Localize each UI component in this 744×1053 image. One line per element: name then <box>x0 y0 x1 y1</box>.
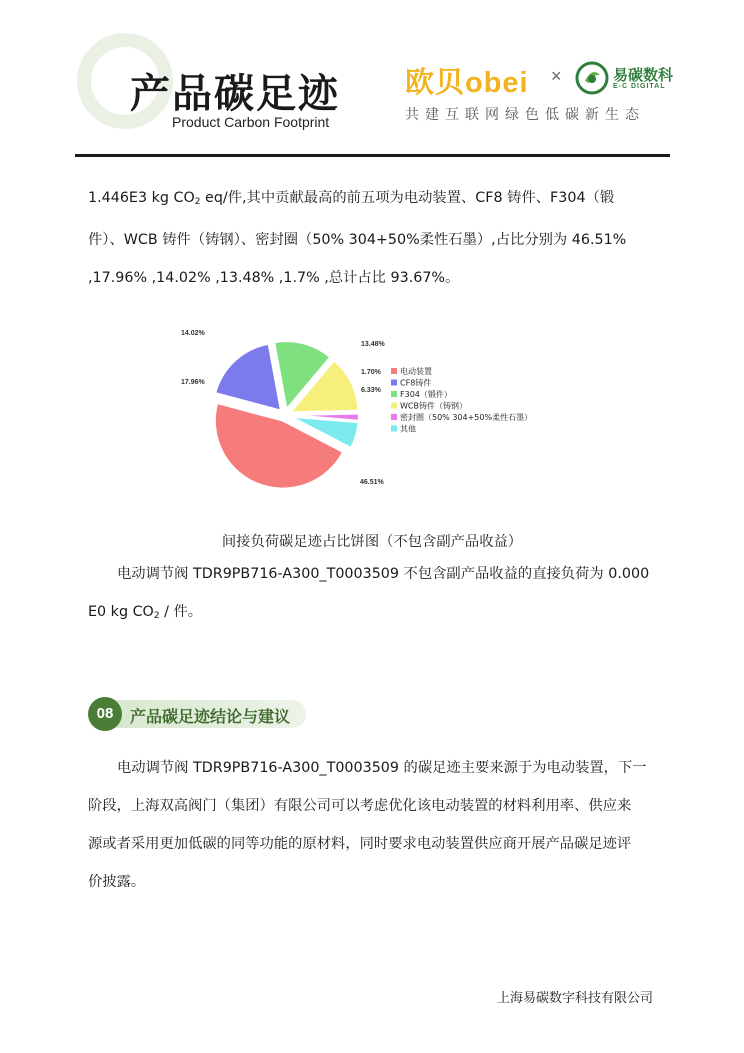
legend-label: WCB铸件（铸钢） <box>400 401 467 411</box>
pie-value-label: 1.70% <box>361 369 381 376</box>
conclusion-line-1: 电动调节阀 TDR9PB716-A300_T0003509 的碳足迹主要来源于为电动装置，下一 <box>117 760 647 776</box>
conclusion-paragraph <box>88 749 658 901</box>
direct-line-2a: E0 kg CO <box>88 604 154 620</box>
ec-digital-logo-en: E-C DIGITAL <box>613 83 666 90</box>
logo-separator: × <box>551 66 562 86</box>
legend-swatch <box>391 380 397 386</box>
legend-label: F304（锻件） <box>400 390 452 399</box>
legend-swatch <box>391 368 397 374</box>
section-title: 产品碳足迹结论与建议 <box>130 707 291 726</box>
conclusion-line-3: 源或者采用更加低碳的同等功能的原材料，同时要求电动装置供应商开展产品碳足迹评 <box>88 836 632 852</box>
pie-value-label: 46.51% <box>360 479 384 486</box>
co2-subscript-2: 2 <box>153 611 160 621</box>
pie-value-label: 14.02% <box>181 330 205 337</box>
direct-line-2b: / 件。 <box>159 604 203 620</box>
pie-chart <box>175 320 575 505</box>
footer-company: 上海易碳数字科技有限公司 <box>497 991 654 1006</box>
intro-line-1 <box>88 179 658 221</box>
intro-line-2: 件）、WCB 铸件（铸钢）、密封圈（50% 304+50%柔性石墨）,占比分别为 46.51% <box>88 232 627 248</box>
ec-digital-logo-cn: 易碳数科 <box>613 66 674 84</box>
direct-line-1: 电动调节阀 TDR9PB716-A300_T0003509 不包含副产品收益的直接负荷为 0.000 <box>117 566 650 582</box>
page-title: 产品碳足迹 <box>130 71 340 117</box>
pie-value-label: 17.96% <box>181 379 205 386</box>
pie-value-label: 13.48% <box>361 341 385 348</box>
conclusion-line-4: 价披露。 <box>88 874 146 890</box>
pie-value-label: 6.33% <box>361 387 381 394</box>
legend-label: CF8铸件 <box>400 378 432 388</box>
conclusion-line-2: 阶段，上海双高阀门（集团）有限公司可以考虑优化该电动装置的材料利用率、供应来 <box>88 798 632 814</box>
pie-slice <box>215 344 281 411</box>
intro-line-1a: 1.446E3 kg CO <box>88 190 195 206</box>
legend-swatch <box>391 426 397 432</box>
legend-swatch <box>391 414 397 420</box>
legend-swatch <box>391 391 397 397</box>
intro-line-3: ,17.96% ,14.02% ,13.48% ,1.7% ,总计占比 93.67%。 <box>88 270 460 286</box>
legend-swatch <box>391 403 397 409</box>
ec-digital-logo-icon <box>575 61 609 95</box>
header-slogan: 共建互联网绿色低碳新生态 <box>405 107 645 123</box>
intro-paragraph <box>88 179 658 297</box>
legend-label: 密封圈（50% 304+50%柔性石墨） <box>400 413 533 422</box>
page-subtitle: Product Carbon Footprint <box>172 114 330 130</box>
legend-label: 其他 <box>400 424 416 434</box>
section-number: 08 <box>88 697 122 731</box>
chart-caption: 间接负荷碳足迹占比饼图（不包含副产品收益） <box>221 534 523 550</box>
intro-line-1b: eq/件,其中贡献最高的前五项为电动装置、CF8 铸件、F304（锻 <box>200 190 615 206</box>
co2-subscript: 2 <box>194 197 201 207</box>
direct-line-2 <box>88 593 658 635</box>
header-divider <box>75 154 670 157</box>
legend-label: 电动装置 <box>400 367 432 376</box>
obei-logo: 欧贝obei <box>405 67 529 99</box>
direct-load-paragraph <box>88 555 658 635</box>
